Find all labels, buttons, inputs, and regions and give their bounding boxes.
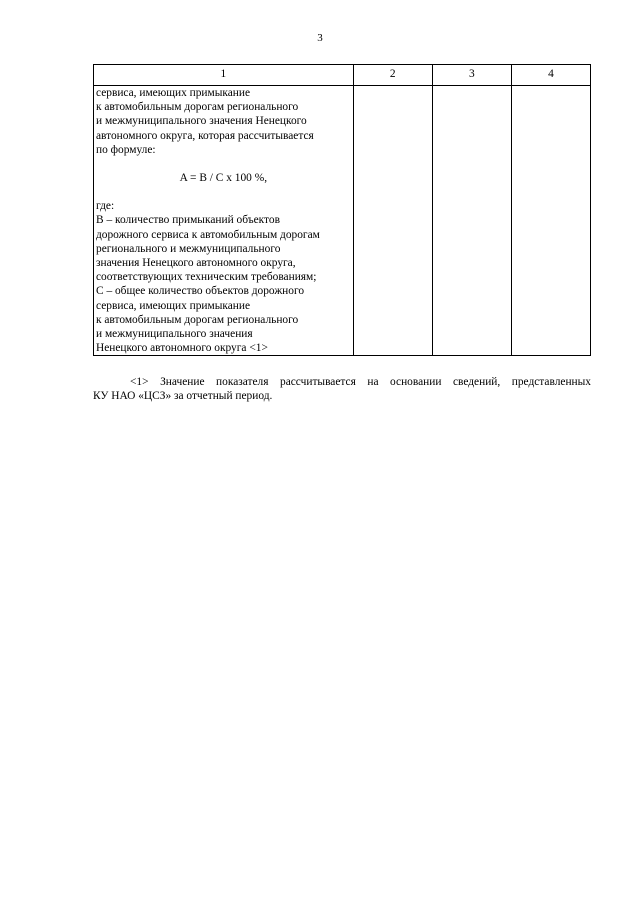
description-line: к автомобильным дорогам регионального xyxy=(96,101,299,114)
definition-line: и межмуниципального значения xyxy=(96,328,253,341)
definition-line: Ненецкого автономного округа <1> xyxy=(96,342,268,355)
definition-line: где: xyxy=(96,200,115,213)
value-cell-3 xyxy=(432,86,511,356)
table-header-row xyxy=(94,65,591,86)
description-line: автономного округа, которая рассчитывается xyxy=(96,129,314,142)
definition-line: к автомобильным дорогам регионального xyxy=(96,313,299,326)
page-number: 3 xyxy=(317,32,323,44)
definition-line: B – количество примыканий объектов xyxy=(96,214,280,227)
value-cell-2 xyxy=(353,86,432,356)
formula: A = B / C x 100 %, xyxy=(179,172,268,185)
header-cell-4: 4 xyxy=(511,65,590,86)
definition-line: сервиса, имеющих примыкание xyxy=(96,299,251,312)
definition-line: регионального и межмуниципального xyxy=(96,242,281,255)
header-cell-2: 2 xyxy=(353,65,432,86)
footnote-line: КУ НАО «ЦСЗ» за отчетный период. xyxy=(93,390,273,403)
description-line: и межмуниципального значения Ненецкого xyxy=(96,115,307,128)
description-line: сервиса, имеющих примыкание xyxy=(96,87,251,99)
definition-line: соответствующих техническим требованиям; xyxy=(96,271,317,284)
header-cell-3: 3 xyxy=(432,65,511,86)
description-line: по формуле: xyxy=(96,143,156,156)
header-cell-1: 1 xyxy=(94,65,354,86)
footnote xyxy=(93,375,591,403)
definition-line: значения Ненецкого автономного округа, xyxy=(96,257,296,270)
definition-line: C – общее количество объектов дорожного xyxy=(96,285,305,298)
definition-line: дорожного сервиса к автомобильным дорогам xyxy=(96,228,320,241)
description-cell xyxy=(94,86,354,356)
footnote-line: <1> Значение показателя рассчитывается на основании сведений, представленных xyxy=(130,376,591,388)
indicator-table xyxy=(93,64,591,356)
value-cell-4 xyxy=(511,86,590,356)
table-row xyxy=(94,86,591,356)
